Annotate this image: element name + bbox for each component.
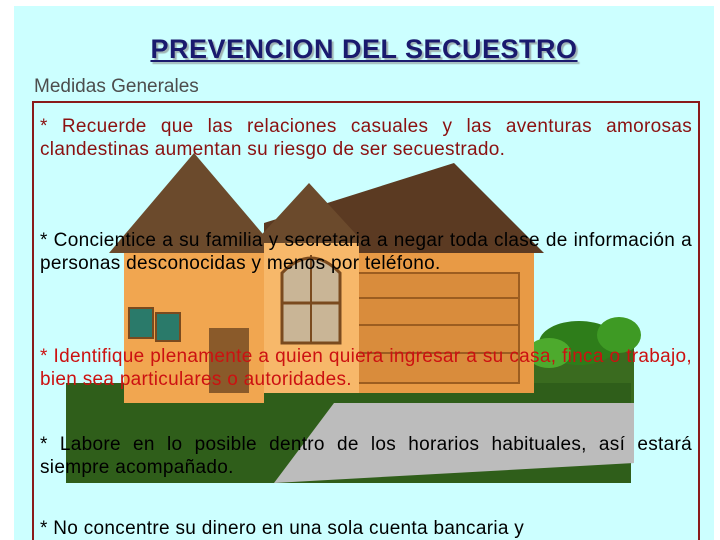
bullet-4: * Labore en lo posible dentro de los horarios habituales, así estará siempre acompañado. [40, 434, 692, 478]
bullet-1: * Recuerde que las relaciones casuales y las aventuras amorosas clandestinas aumentan su riesgo de ser secuestrado. [40, 116, 692, 160]
bullet-2: * Concientice a su familia y secretaria a negar toda clase de información a personas desconocidas y menos por teléfono. [40, 230, 692, 274]
slide-subtitle: Medidas Generales [34, 76, 199, 97]
slide-title: PREVENCION DEL SECUESTRO [150, 34, 578, 64]
bullet-5: * No concentre su dinero en una sola cuenta bancaria y [40, 518, 525, 539]
bullet-3: * Identifique plenamente a quien quiera ingresar a su casa, finca o trabajo, bien sea particulares o autoridades. [40, 346, 692, 390]
slide [14, 6, 714, 540]
content-frame [32, 101, 700, 540]
